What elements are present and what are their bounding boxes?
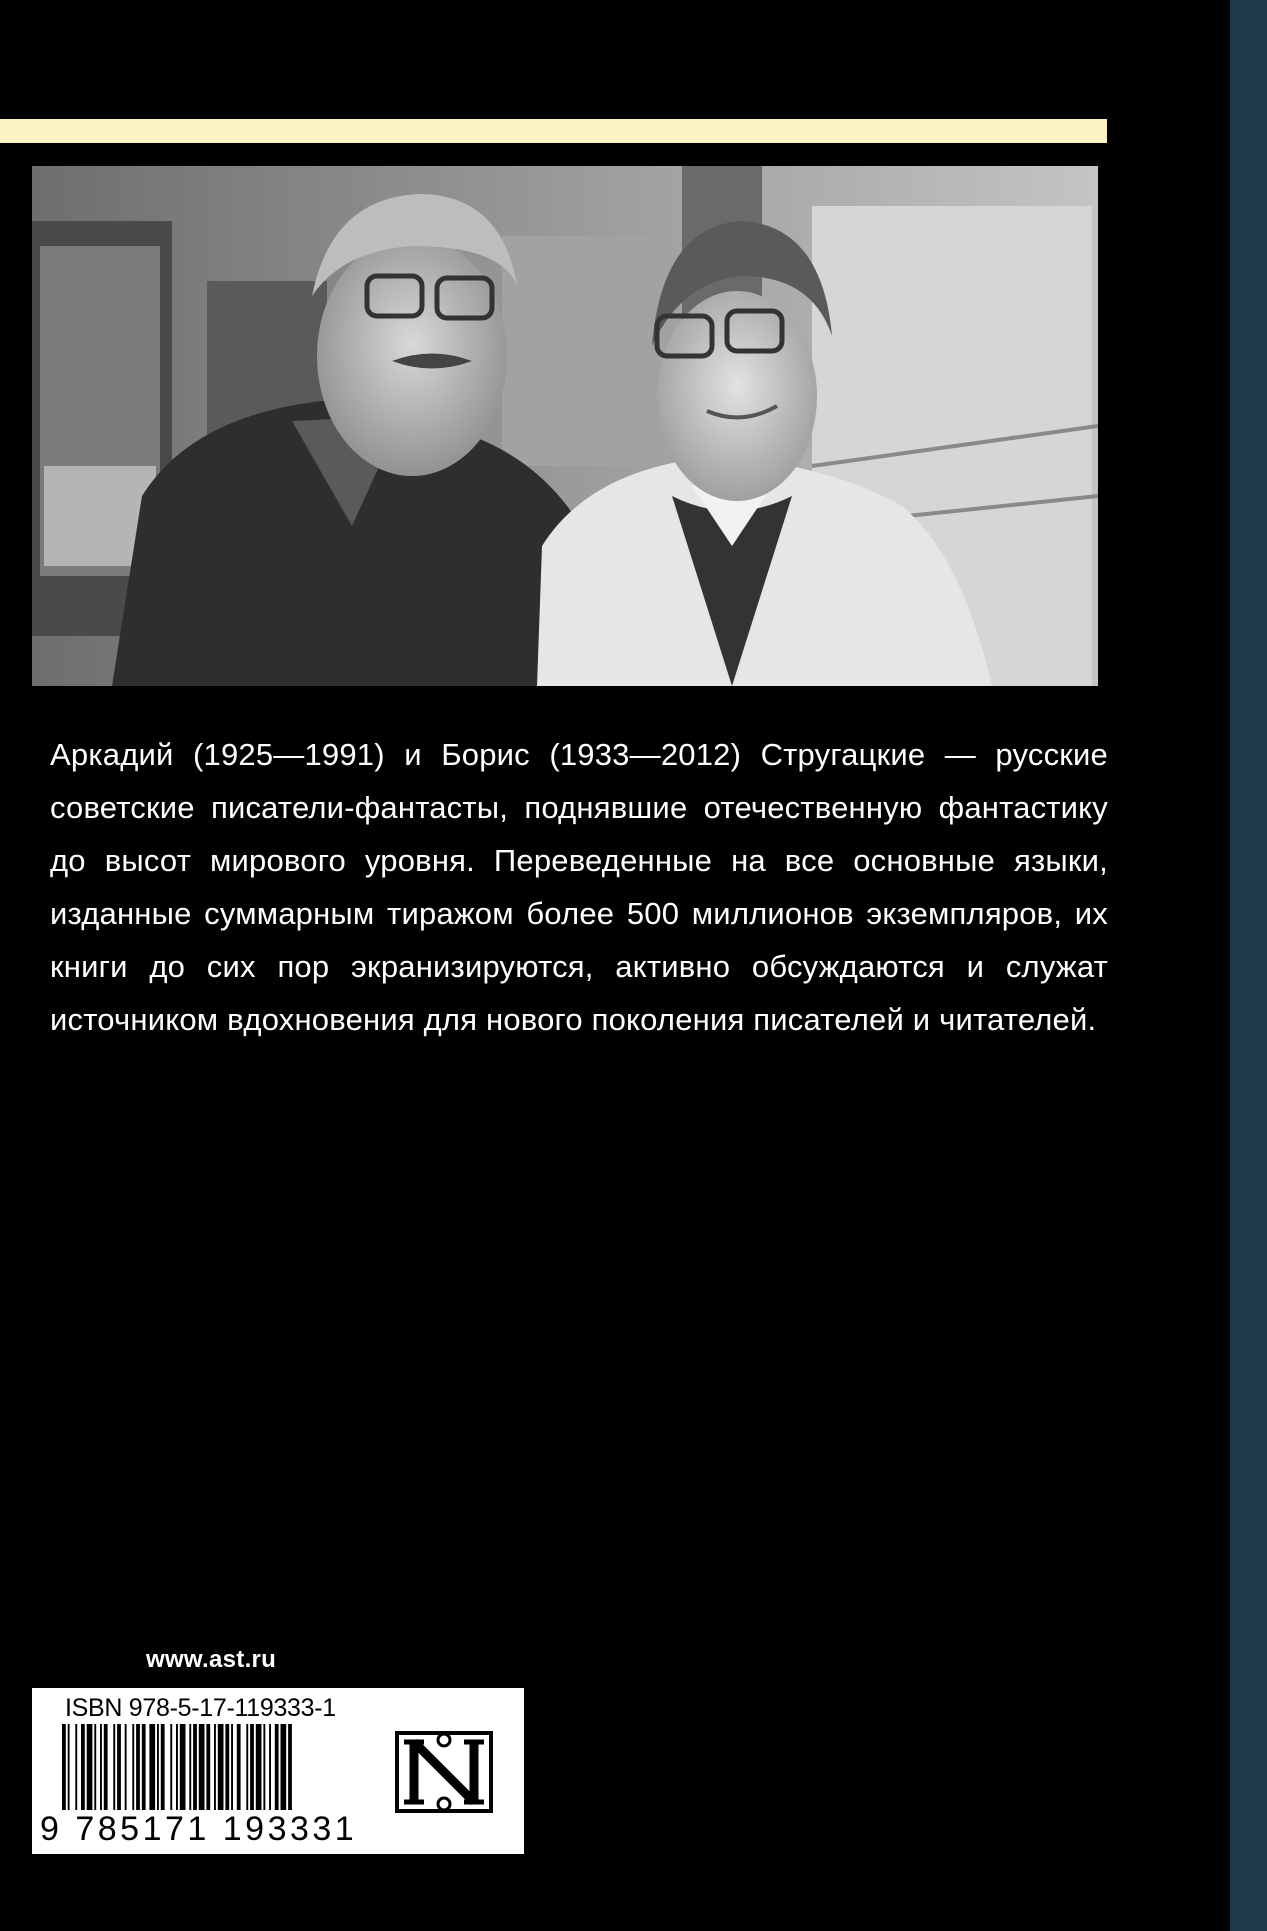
barcode-bar (149, 1724, 155, 1810)
author-bio: Аркадий (1925—1991) и Борис (1933—2012) Стругацкие — русские советские писатели-фантасты, поднявшие отечественную фантастику до высот мирового уровня. Переведенные на все основные языки, изданные суммарным тиражом более 500 миллионов экземпляров, их книги до сих пор экранизируются, активно обсуждаются и служат источником вдохновения для нового поколения писателей и читателей. (50, 737, 1108, 1037)
isbn-label: ISBN 978-5-17-119333-1 (65, 1694, 336, 1722)
barcode-bar (275, 1724, 279, 1810)
barcode-bar (218, 1724, 224, 1810)
top-accent-bar (0, 119, 1107, 143)
barcode-bar (288, 1724, 292, 1824)
barcode-bar (237, 1724, 241, 1810)
barcode-bar (136, 1724, 140, 1810)
barcode-bar (62, 1724, 66, 1824)
barcode-bar (180, 1724, 186, 1824)
barcode-bar (269, 1724, 271, 1810)
barcode-bar (125, 1724, 127, 1810)
barcode-bar (214, 1724, 216, 1810)
barcode-bar (68, 1724, 70, 1824)
barcode-bar (113, 1724, 115, 1810)
barcode-bar (87, 1724, 93, 1810)
barcode-bar (263, 1724, 265, 1810)
barcode-bar (206, 1724, 210, 1810)
barcode-bar (176, 1724, 178, 1824)
barcode-bar (157, 1724, 159, 1810)
barcode-digits: 9 785171 193331 (40, 1810, 358, 1848)
barcode-bar (170, 1724, 172, 1810)
barcode-bar (81, 1724, 85, 1810)
barcode-bar (100, 1724, 102, 1810)
barcode-bar (250, 1724, 254, 1810)
barcode-bar (256, 1724, 262, 1810)
barcode-bar (246, 1724, 248, 1810)
barcode-bar (94, 1724, 96, 1810)
barcode-bar (117, 1724, 121, 1810)
barcode-bar (231, 1724, 233, 1810)
barcode-bar (104, 1724, 108, 1810)
barcode-bar (142, 1724, 146, 1810)
barcode-bar (199, 1724, 205, 1810)
barcode-bar (132, 1724, 134, 1810)
barcode-panel (32, 1688, 524, 1854)
publisher-website: www.ast.ru (146, 1646, 277, 1673)
barcode-bar (225, 1724, 229, 1810)
barcode-bar (75, 1724, 77, 1810)
barcode-bar (189, 1724, 191, 1810)
barcode-bar (193, 1724, 197, 1810)
publisher-n-logo-icon (394, 1730, 494, 1814)
barcode-bars (62, 1724, 378, 1824)
spine-strip (1230, 0, 1267, 1931)
barcode-bar (161, 1724, 165, 1810)
author-photo (32, 166, 1098, 686)
barcode-bar (281, 1724, 287, 1824)
